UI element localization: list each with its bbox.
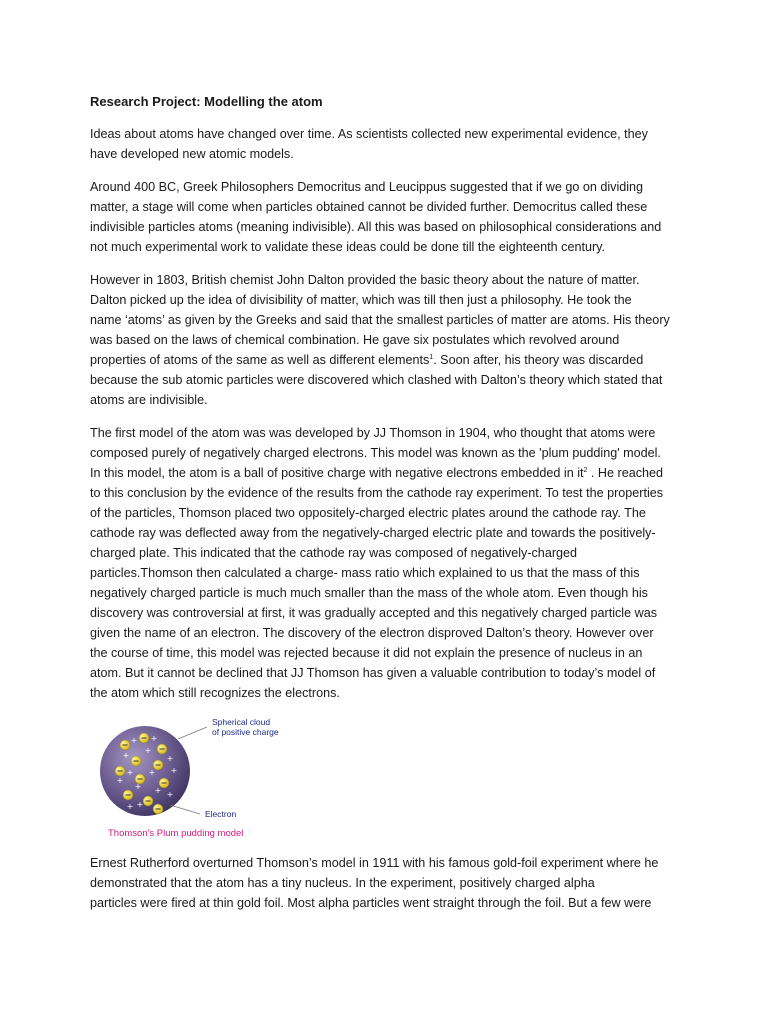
text-line: negatively charged particle is much much smaller than the mass of the whole atom. Even though his (90, 586, 648, 600)
plus-sign-icon: + (148, 768, 156, 777)
figure-caption: Thomson's Plum pudding model (108, 828, 244, 839)
text-line (90, 463, 690, 483)
text-segment: In this model, the atom is a ball of positive charge with negative electrons embedded in it (90, 466, 584, 480)
paragraph-thomson (90, 423, 690, 703)
text-line: indivisible particles atoms (meaning indivisible). All this was based on philosophical considerations and (90, 220, 662, 234)
text-line: atoms are indivisible. (90, 393, 208, 407)
text-line: Ernest Rutherford overturned Thomson’s model in 1911 with his famous gold-foil experiment where he (90, 856, 659, 870)
plus-sign-icon: + (126, 802, 134, 811)
text-line: The first model of the atom was was developed by JJ Thomson in 1904, who thought that atoms were (90, 426, 656, 440)
text-line: name ‘atoms’ as given by the Greeks and said that the smallest particles of matter are atoms. His theory (90, 313, 670, 327)
text-line (90, 350, 690, 370)
plus-sign-icon: + (150, 734, 158, 743)
text-line: Dalton picked up the idea of divisibility of matter, which was till then just a philosophy. He took the (90, 293, 632, 307)
text-segment: . Soon after, his theory was discarded (433, 353, 644, 367)
text-line: particles.Thomson then calculated a charge- mass ratio which explained to us that the mass of this (90, 566, 640, 580)
text-line: Around 400 BC, Greek Philosophers Democritus and Leucippus suggested that if we go on dividing (90, 180, 644, 194)
plus-sign-icon: + (136, 800, 144, 809)
paragraph-democritus (90, 177, 690, 257)
electron-leader-line (170, 805, 200, 814)
text-line: have developed new atomic models. (90, 147, 294, 161)
plus-sign-icon: + (166, 790, 174, 799)
paragraph-dalton (90, 270, 690, 410)
plus-sign-icon: + (154, 786, 162, 795)
document-title: Research Project: Modelling the atom (90, 94, 323, 109)
cloud-leader-line (178, 727, 207, 739)
cloud-label (212, 717, 279, 737)
plus-sign-icon: + (122, 751, 130, 760)
plus-sign-icon: + (166, 754, 174, 763)
text-line: composed purely of negatively charged electrons. This model was known as the 'plum pudding' model. (90, 446, 661, 460)
cloud-label-line: Spherical cloud (212, 717, 271, 727)
text-line: cathode ray was deflected away from the negatively-charged electric plate and towards the positively- (90, 526, 656, 540)
text-line: not much experimental work to validate these ideas could be done till the eighteenth century. (90, 240, 606, 254)
electron-label: Electron (205, 809, 237, 819)
plus-sign-icon: + (130, 736, 138, 745)
plus-sign-icon: + (116, 776, 124, 785)
paragraph-rutherford (90, 853, 690, 913)
text-segment: properties of atoms of the same as well as different elements (90, 353, 430, 367)
plum-pudding-figure (100, 713, 300, 843)
footnote-ref-2: 2 (583, 467, 588, 474)
text-line: to this conclusion by the evidence of the results from the cathode ray experiment. To test the properties (90, 486, 664, 500)
plus-sign-icon: + (126, 768, 134, 777)
cloud-label-line: of positive charge (212, 727, 279, 737)
plus-sign-icon: + (144, 746, 152, 755)
text-line: the atom which still recognizes the electrons. (90, 686, 340, 700)
text-line: atom. But it cannot be declined that JJ Thomson has given a valuable contribution to today’s model of (90, 666, 656, 680)
text-line: because the sub atomic particles were discovered which clashed with Dalton’s theory which stated that (90, 373, 663, 387)
text-line: demonstrated that the atom has a tiny nucleus. In the experiment, positively charged alpha (90, 876, 595, 890)
text-segment: . He reached (587, 466, 664, 480)
text-line: the course of time, this model was rejected because it did not explain the presence of nucleus in an (90, 646, 643, 660)
text-line: of the particles, Thomson placed two oppositely-charged electric plates around the cathode ray. The (90, 506, 646, 520)
plus-sign-icon: + (134, 782, 142, 791)
text-line: given the name of an electron. The discovery of the electron disproved Dalton’s theory. However over (90, 626, 654, 640)
paragraph-intro (90, 124, 690, 164)
text-line: discovery was controversial at first, it was gradually accepted and this negatively charged particle was (90, 606, 657, 620)
text-line: was based on the laws of chemical combination. He gave six postulates which revolved around (90, 333, 620, 347)
text-line: However in 1803, British chemist John Dalton provided the basic theory about the nature of matter. (90, 273, 640, 287)
text-line: Ideas about atoms have changed over time. As scientists collected new experimental evidence, they (90, 127, 648, 141)
plus-sign-icon: + (170, 766, 178, 775)
text-line: particles were fired at thin gold foil. Most alpha particles went straight through the foil. But a few were (90, 896, 652, 910)
text-line: matter, a stage will come when particles obtained cannot be divided further. Democritus called these (90, 200, 648, 214)
text-line: charged plate. This indicated that the cathode ray was composed of negatively-charged (90, 546, 578, 560)
footnote-ref-1: 1 (429, 354, 434, 361)
